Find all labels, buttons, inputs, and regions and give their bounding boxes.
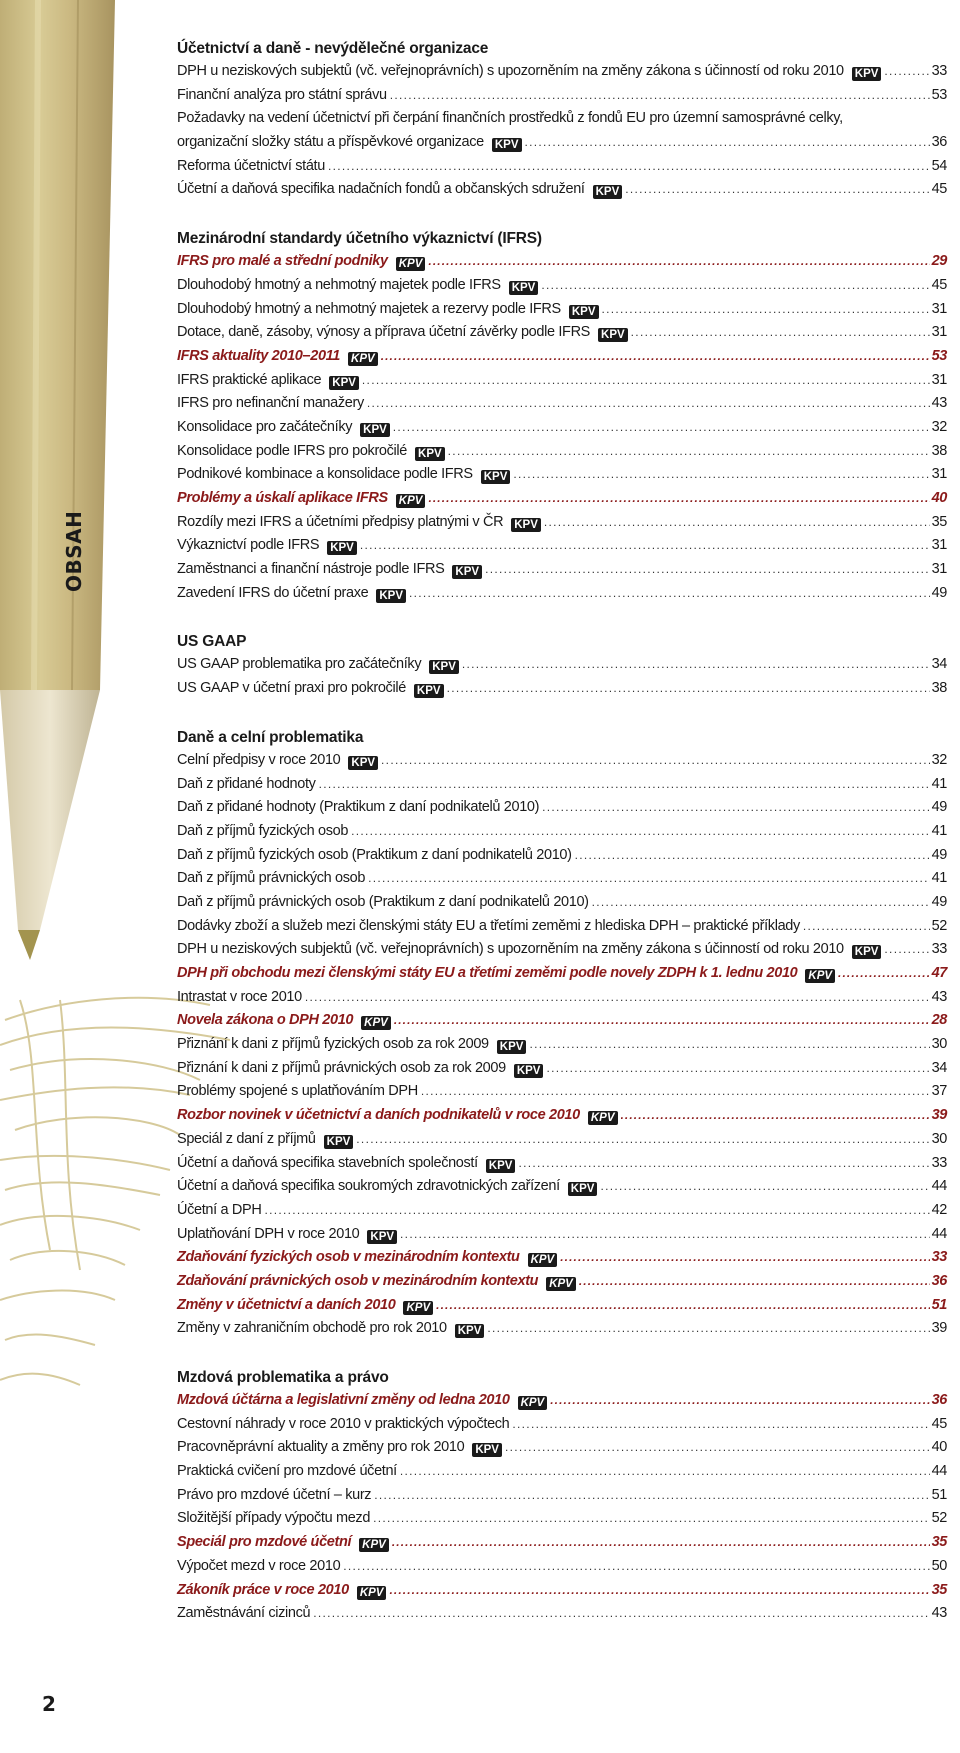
entry-title: Daň z příjmů právnických osob (Praktikum z daní podnikatelů 2010) [177,893,589,910]
entry-page: 44 [931,1463,947,1480]
dot-leader [428,487,929,511]
toc-entry[interactable] [177,178,947,202]
entry-title: Mzdová účtárna a legislativní změny od ledna 2010 [177,1392,510,1408]
dot-leader [513,463,929,487]
dot-leader [356,1128,929,1152]
dot-leader [436,1294,929,1318]
entry-title: Dotace, daně, zásoby, výnosy a příprava účetní závěrky podle IFRS [177,324,591,341]
toc-entry-highlighted[interactable] [177,1246,947,1270]
entry-page: 52 [931,1510,947,1527]
toc-entry[interactable] [177,1507,947,1531]
kpv-badge: KPV [518,1396,548,1410]
toc-entry[interactable] [177,155,947,179]
kpv-badge: KPV [805,969,835,983]
toc-section [177,631,947,700]
entry-page: 35 [931,513,947,530]
kpv-badge: KPV [588,1111,618,1125]
kpv-badge: KPV [360,423,390,437]
dot-leader [462,653,930,677]
entry-title: IFRS praktické aplikace [177,371,322,388]
toc-entry[interactable] [177,60,947,84]
entry-page: 30 [931,1130,947,1147]
toc-entry[interactable] [177,1436,947,1460]
entry-title: Daň z příjmů fyzických osob [177,822,349,839]
entry-title: Problémy a úskalí aplikace IFRS [177,490,388,506]
toc-entry-highlighted[interactable] [177,1294,947,1318]
entry-title: Účetní a daňová specifika soukromých zdravotnických zařízení [177,1178,560,1195]
kpv-badge: KPV [367,1230,397,1244]
entry-page: 49 [931,799,947,816]
toc-entry-highlighted[interactable] [177,1531,947,1555]
entry-title: Konsolidace pro začátečníky [177,418,353,435]
dot-leader [803,915,930,939]
entry-page: 44 [931,1178,947,1195]
dot-leader [621,1104,930,1128]
entry-page: 31 [931,537,947,554]
dot-leader [838,962,930,986]
entry-page: 33 [931,1249,947,1266]
kpv-badge: KPV [511,518,541,532]
toc-entry[interactable] [177,1175,947,1199]
entry-page: 31 [931,371,947,388]
toc-entry[interactable] [177,1033,947,1057]
entry-page: 43 [931,988,947,1005]
kpv-badge: KPV [429,660,459,674]
toc-entry[interactable] [177,867,947,891]
toc-entry[interactable] [177,820,947,844]
kpv-badge: KPV [598,328,628,342]
entry-page: 36 [931,1272,947,1289]
section-title: Účetnictví a daně - nevýdělečné organizace [177,40,489,57]
entry-title: Zavedení IFRS do účetní praxe [177,584,369,601]
toc-entry[interactable] [177,274,947,298]
dot-leader [392,1531,930,1555]
entry-page: 31 [931,561,947,578]
toc-entry[interactable] [177,891,947,915]
entry-title: Rozbor novinek v účetnictví a daních podnikatelů v roce 2010 [177,1107,580,1124]
kpv-badge: KPV [455,1324,485,1338]
entry-title: US GAAP v účetní praxi pro pokročilé [177,680,406,697]
entry-page: 53 [931,347,947,364]
entry-title: Speciál pro mzdové účetní [177,1534,352,1551]
entry-title: IFRS pro malé a střední podniky [177,253,388,270]
toc-entry[interactable] [177,1199,947,1223]
toc-entry-highlighted[interactable] [177,250,947,274]
entry-title: Zdaňování právnických osob v mezinárodním kontextu [177,1272,539,1289]
toc-entry-highlighted[interactable] [177,1389,947,1413]
entry-title: Pracovněprávní aktuality a změny pro rok 2010 [177,1439,465,1456]
kpv-badge: KPV [357,1586,387,1600]
dot-leader [529,1033,929,1057]
entry-page: 40 [931,490,947,506]
entry-page: 45 [931,276,947,293]
kpv-badge: KPV [492,138,522,152]
entry-page: 43 [931,1605,947,1622]
entry-title: Uplatňování DPH v roce 2010 [177,1225,360,1242]
dot-leader [448,440,930,464]
kpv-badge: KPV [514,1064,544,1078]
entry-title: Reforma účetnictví státu [177,157,325,174]
entry-title: Daň z přidané hodnoty (Praktikum z daní podnikatelů 2010) [177,799,540,816]
dot-leader [319,773,930,797]
entry-title: Zaměstnávání cizinců [177,1605,311,1622]
toc-entry[interactable] [177,986,947,1010]
entry-title: IFRS aktuality 2010–2011 [177,347,341,364]
entry-title: DPH u neziskových subjektů (vč. veřejnoprávních) s upozorněním na změny zákona s účinností od roku 2010 [177,63,844,79]
entry-page: 41 [931,775,947,792]
entry-page: 37 [931,1083,947,1100]
entry-page: 51 [931,1486,947,1503]
toc-entry[interactable] [177,749,947,773]
dot-leader [373,1507,930,1531]
entry-title: Speciál z daní z příjmů [177,1130,316,1147]
section-title: US GAAP [177,633,247,651]
kpv-badge: KPV [376,589,406,603]
toc-entry[interactable] [177,321,947,345]
entry-title: IFRS pro nefinanční manažery [177,395,364,412]
toc-entry[interactable] [177,1317,947,1341]
dot-leader [351,820,930,844]
dot-leader [374,1484,929,1508]
entry-page: 45 [931,181,947,198]
dot-leader [447,677,930,701]
entry-title: Cestovní náhrady v roce 2010 v praktických výpočtech [177,1415,510,1432]
kpv-badge: KPV [329,376,359,390]
toc-section [177,727,947,1341]
entry-page: 49 [931,584,947,601]
dot-leader [343,1555,929,1579]
entry-page: 54 [931,157,947,174]
dot-leader [264,1199,929,1223]
table-of-contents [177,38,947,1652]
entry-title: Problémy spojené s uplatňováním DPH [177,1083,418,1100]
toc-entry[interactable] [177,1080,947,1104]
toc-entry[interactable] [177,416,947,440]
toc-entry[interactable] [177,796,947,820]
entry-page: 32 [931,751,947,768]
entry-page: 35 [931,1534,947,1551]
kpv-badge: KPV [852,67,882,81]
entry-title: Dlouhodobý hmotný a nehmotný majetek a rezervy podle IFRS [177,300,561,317]
entry-page: 45 [931,1415,947,1432]
kpv-badge: KPV [486,1159,516,1173]
entry-title: Přiznání k dani z příjmů fyzických osob za rok 2009 [177,1036,489,1053]
entry-page: 35 [931,1581,947,1598]
dot-leader [884,60,929,84]
entry-title: Změny v účetnictví a daních 2010 [177,1296,396,1313]
entry-title: Konsolidace podle IFRS pro pokročilé [177,442,408,459]
toc-entry[interactable] [177,1057,947,1081]
toc-entry[interactable] [177,915,947,939]
kpv-badge: KPV [569,305,599,319]
dot-leader [525,131,930,155]
toc-entry-highlighted[interactable] [177,345,947,369]
entry-title: organizační složky státu a příspěvkové organizace [177,134,484,151]
entry-title: Podnikové kombinace a konsolidace podle IFRS [177,466,473,483]
dot-leader [600,1175,929,1199]
kpv-badge: KPV [415,447,445,461]
toc-entry[interactable] [177,1128,947,1152]
toc-entry[interactable] [177,844,947,868]
entry-title: Zákoník práce v roce 2010 [177,1581,349,1598]
kpv-badge: KPV [348,352,378,366]
toc-entry-highlighted[interactable] [177,1009,947,1033]
entry-title: Daň z příjmů právnických osob [177,870,366,887]
toc-entry[interactable] [177,534,947,558]
entry-page: 38 [931,442,947,459]
dot-leader [544,511,930,535]
toc-entry[interactable] [177,773,947,797]
section-title: Mzdová problematika a právo [177,1369,389,1386]
entry-page: 50 [931,1557,947,1574]
entry-title: Zaměstnanci a finanční nástroje podle IFRS [177,561,445,578]
kpv-badge: KPV [472,1443,502,1457]
entry-page: 41 [931,870,947,887]
dot-leader [625,178,929,202]
entry-title: Právo pro mzdové účetní – kurz [177,1486,372,1503]
dot-leader [362,369,930,393]
entry-title: Daň z přidané hodnoty [177,775,316,792]
kpv-badge: KPV [359,1538,389,1552]
entry-title: Účetní a DPH [177,1201,262,1218]
dot-leader [518,1152,929,1176]
entry-title: Intrastat v roce 2010 [177,988,302,1005]
entry-page: 36 [931,1392,947,1408]
kpv-badge: KPV [348,756,378,770]
entry-title: DPH u neziskových subjektů (vč. veřejnoprávních) s upozorněním na změny zákona s účinností od roku 2010 [177,941,844,958]
toc-entry[interactable] [177,1460,947,1484]
entry-page: 30 [931,1036,947,1053]
entry-page: 31 [931,324,947,341]
toc-entry[interactable] [177,84,947,108]
dot-leader [505,1436,930,1460]
dot-leader [560,1246,929,1270]
entry-title: Změny v zahraničním obchodě pro rok 2010 [177,1320,447,1337]
dot-leader [631,321,930,345]
dot-leader [542,796,929,820]
toc-entry[interactable] [177,1602,947,1626]
kpv-badge: KPV [396,494,426,508]
kpv-badge: KPV [593,185,623,199]
kpv-badge: KPV [528,1253,558,1267]
dot-leader [393,416,930,440]
entry-title: Zdaňování fyzických osob v mezinárodním kontextu [177,1249,520,1266]
dot-leader [512,1413,929,1437]
entry-page: 33 [931,1154,947,1171]
entry-page: 42 [931,1201,947,1218]
toc-section [177,228,947,605]
entry-title: Výpočet mezd v roce 2010 [177,1557,341,1574]
dot-leader [550,1389,929,1413]
toc-entry[interactable] [177,511,947,535]
toc-entry[interactable] [177,938,947,962]
toc-entry[interactable] [177,298,947,322]
dot-leader [575,844,930,868]
toc-entry[interactable] [177,1152,947,1176]
entry-page: 41 [931,822,947,839]
toc-entry[interactable] [177,582,947,606]
entry-title: DPH při obchodu mezi členskými státy EU a třetími zeměmi podle novely ZDPH k 1. lednu 2010 [177,965,798,981]
entry-page: 49 [931,846,947,863]
entry-page: 49 [931,893,947,910]
toc-entry[interactable] [177,1413,947,1437]
entry-page: 43 [931,395,947,412]
entry-page: 31 [931,466,947,483]
kpv-badge: KPV [327,541,357,555]
entry-page: 29 [931,253,947,270]
kpv-badge: KPV [509,281,539,295]
dot-leader [485,558,930,582]
entry-title: Rozdíly mezi IFRS a účetními předpisy platnými v ČR [177,513,504,530]
dot-leader [381,749,930,773]
kpv-badge: KPV [396,257,426,271]
entry-page: 52 [931,917,947,934]
toc-entry[interactable] [177,1484,947,1508]
kpv-badge: KPV [546,1277,576,1291]
toc-entry-highlighted[interactable] [177,1579,947,1603]
dot-leader [602,298,930,322]
dot-leader [368,867,929,891]
toc-entry[interactable] [177,558,947,582]
dot-leader [367,392,930,416]
entry-page: 36 [931,134,947,151]
toc-entry[interactable] [177,392,947,416]
entry-page: 44 [931,1225,947,1242]
entry-title: Složitější případy výpočtu mezd [177,1510,371,1527]
entry-page: 53 [931,86,947,103]
toc-entry[interactable] [177,1223,947,1247]
toc-entry-highlighted[interactable] [177,1104,947,1128]
toc-entry[interactable] [177,369,947,393]
toc-entry-highlighted[interactable] [177,487,947,511]
kpv-badge: KPV [414,684,444,698]
entry-title: Výkaznictví podle IFRS [177,537,320,554]
kpv-badge: KPV [568,1182,598,1196]
dot-leader [328,155,930,179]
entry-title: Účetní a daňová specifika stavebních společností [177,1154,478,1171]
dot-leader [421,1080,930,1104]
toc-entry[interactable] [177,131,947,155]
dot-leader [305,986,930,1010]
entry-page: 34 [931,1059,947,1076]
dot-leader [360,534,930,558]
dot-leader [313,1602,929,1626]
entry-page: 38 [931,680,947,697]
entry-title: Celní předpisy v roce 2010 [177,751,341,768]
entry-page: 47 [931,965,947,981]
kpv-badge: KPV [852,945,882,959]
dot-leader [487,1317,929,1341]
kpv-badge: KPV [403,1301,433,1315]
entry-title: Přiznání k dani z příjmů právnických osob za rok 2009 [177,1059,506,1076]
toc-entry[interactable] [177,653,947,677]
dot-leader [409,582,930,606]
dot-leader [546,1057,929,1081]
dot-leader [400,1460,930,1484]
dot-leader [389,1579,929,1603]
entry-title: Dodávky zboží a služeb mezi členskými státy EU a třetími zeměmi z hlediska DPH – praktické příklady [177,917,800,934]
toc-entry[interactable] [177,463,947,487]
toc-entry[interactable] [177,677,947,701]
entry-page: 33 [931,63,947,79]
page-number: 2 [42,1692,56,1716]
entry-title: Praktická cvičení pro mzdové účetní [177,1463,397,1480]
dot-leader [428,250,929,274]
entry-title: Finanční analýza pro státní správu [177,86,387,103]
entry-title: Účetní a daňová specifika nadačních fondů a občanských sdružení [177,181,585,198]
entry-title: Daň z příjmů fyzických osob (Praktikum z daní podnikatelů 2010) [177,846,572,863]
dot-leader [541,274,929,298]
kpv-badge: KPV [481,470,511,484]
kpv-badge: KPV [324,1135,354,1149]
dot-leader [400,1223,930,1247]
kpv-badge: KPV [497,1040,527,1054]
entry-page: 51 [931,1296,947,1313]
entry-page: 40 [931,1439,947,1456]
dot-leader [884,938,929,962]
dot-leader [579,1270,930,1294]
toc-entry-line1: Požadavky na vedení účetnictví při čerpání finančních prostředků z fondů EU pro územní samosprávné celky, [177,110,843,127]
toc-entry[interactable] [177,440,947,464]
toc-entry[interactable] [177,1555,947,1579]
entry-title: US GAAP problematika pro začátečníky [177,656,422,673]
entry-page: 31 [931,300,947,317]
entry-page: 39 [931,1320,947,1337]
dot-leader [390,84,930,108]
section-title: Daně a celní problematika [177,728,364,746]
dot-leader [592,891,930,915]
toc-entry-highlighted[interactable] [177,1270,947,1294]
kpv-badge: KPV [452,565,482,579]
entry-page: 28 [931,1012,947,1029]
entry-title: Dlouhodobý hmotný a nehmotný majetek podle IFRS [177,276,501,293]
entry-page: 33 [931,941,947,958]
entry-title: Novela zákona o DPH 2010 [177,1012,354,1029]
kpv-badge: KPV [361,1016,391,1030]
toc-section [177,38,947,202]
toc-section [177,1367,947,1626]
side-label: OBSAH [62,510,86,592]
section-title: Mezinárodní standardy účetního výkaznictví (IFRS) [177,230,542,248]
entry-page: 39 [931,1107,947,1124]
dot-leader [394,1009,930,1033]
toc-entry-highlighted[interactable] [177,962,947,986]
entry-page: 34 [931,656,947,673]
entry-page: 32 [931,418,947,435]
dot-leader [381,345,930,369]
